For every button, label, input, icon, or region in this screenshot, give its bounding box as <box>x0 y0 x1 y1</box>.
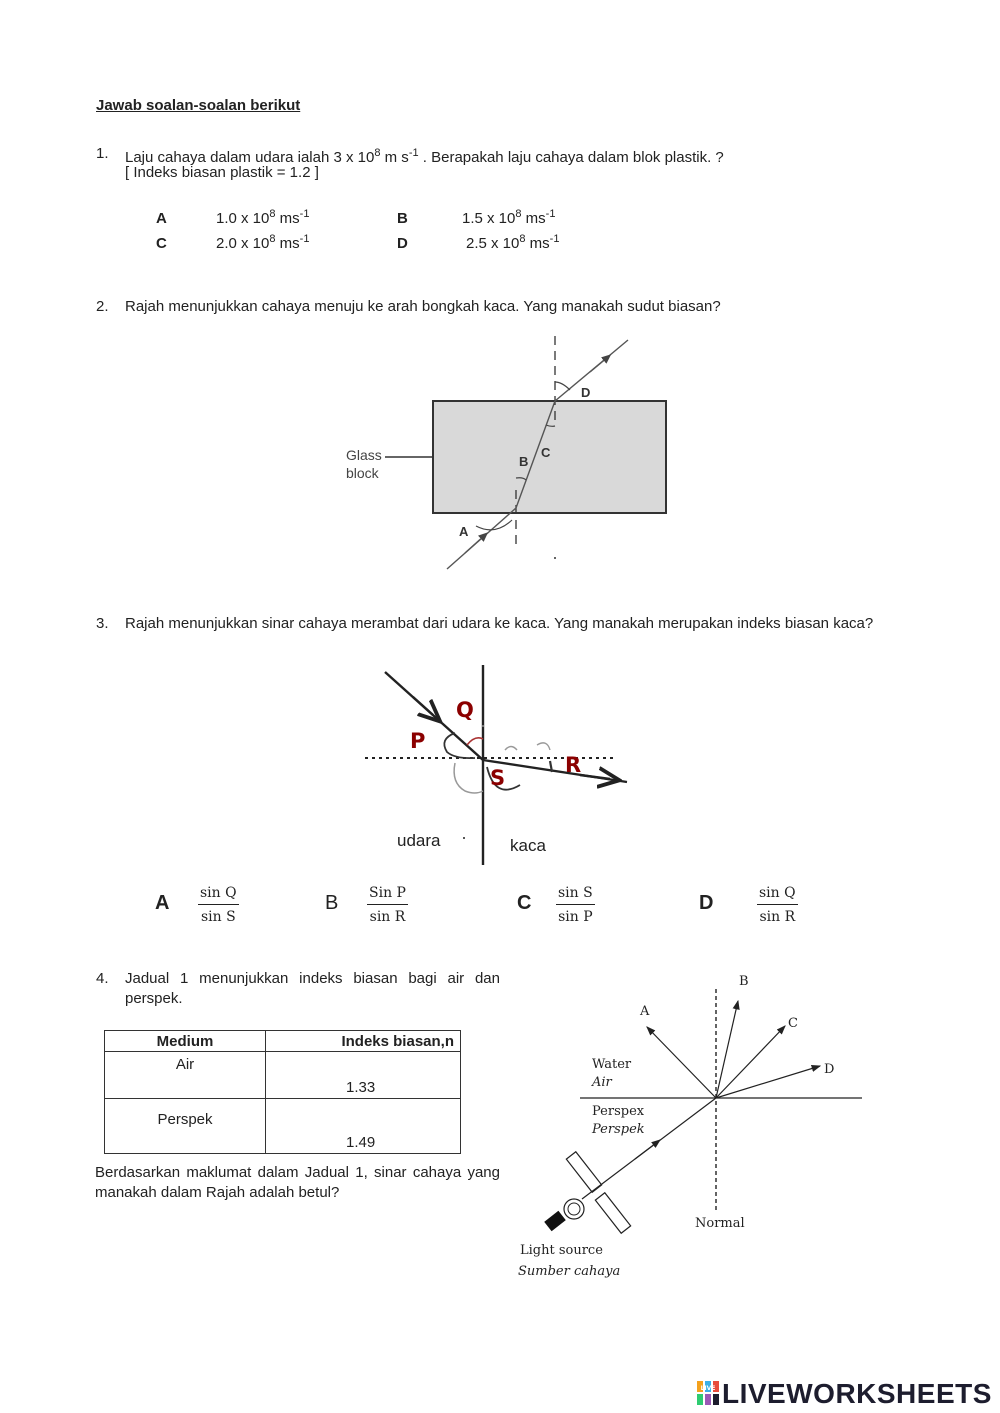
angle-label-b: B <box>519 454 529 469</box>
glass-label-line2: block <box>346 465 379 481</box>
q1-option-d-value: 2.5 x $10^8$ $ms^{-1}$ <box>466 233 560 252</box>
q4-question-line1: Berdasarkan maklumat dalam Jadual 1, sinar cahaya yang <box>95 1164 500 1181</box>
angle-label-c: C <box>541 445 551 460</box>
q3-option-a-fraction: $\frac{\text{sin Q}}{\text{sin S}}$ <box>200 885 237 925</box>
q1-option-b-value: 1.5 x $10^8$ $ms^{-1}$ <box>462 208 556 227</box>
table-row <box>105 1052 461 1099</box>
medium-label-perspek: Perspek <box>592 1122 645 1137</box>
q2-glass-block-diagram <box>340 330 680 580</box>
refractive-index-table <box>104 1030 461 1154</box>
angle-label-s: S <box>490 766 506 790</box>
q1-option-d-letter[interactable]: D <box>397 235 408 252</box>
liveworksheets-logo-text[interactable]: LIVEWORKSHEETS <box>722 1378 992 1409</box>
glass-label-line1: Glass <box>346 447 382 463</box>
q1-subtext: [ Indeks biasan plastik = 1.2 ] <box>125 164 319 181</box>
q3-text: Rajah menunjukkan sinar cahaya merambat dari udara ke kaca. Yang manakah merupakan indeks biasan kaca? <box>125 615 874 632</box>
q1-option-c-value: 2.0 x $10^8$ $ms^{-1}$ <box>216 233 310 252</box>
medium-label-water: Water <box>592 1057 632 1072</box>
ray-label-d: D <box>824 1062 835 1077</box>
slit-lower <box>595 1193 630 1233</box>
medium-label-perspex: Perspex <box>592 1104 645 1119</box>
ray-label-b: B <box>739 974 749 989</box>
q3-option-a-letter[interactable]: A <box>155 892 170 914</box>
q2-text: Rajah menunjukkan cahaya menuju ke arah bongkah kaca. Yang manakah sudut biasan? <box>125 298 721 315</box>
table-cell-index: 1.33 <box>266 1052 461 1099</box>
angle-label-r: R <box>565 753 582 777</box>
q1-option-a-letter[interactable]: A <box>156 210 167 227</box>
angle-label-a: A <box>459 524 469 539</box>
normal-label: Normal <box>695 1216 745 1231</box>
svg-text:LIVE: LIVE <box>700 1385 716 1392</box>
ray-b <box>716 1001 738 1098</box>
medium-label-air: Air <box>592 1075 612 1090</box>
medium-label-kaca: kaca <box>510 836 546 855</box>
angle-label-q: Q <box>456 698 474 722</box>
q3-option-b-letter[interactable]: B <box>325 892 339 914</box>
liveworksheets-logo-icon <box>697 1381 719 1405</box>
light-source-label: Light source <box>520 1243 603 1258</box>
angle-arc-p <box>444 733 475 758</box>
angle-arc-d <box>555 382 570 390</box>
ray-a <box>647 1027 716 1098</box>
table-header-medium: Medium <box>105 1031 266 1052</box>
table-row <box>105 1099 461 1154</box>
q4-number: 4. <box>96 970 109 987</box>
q4-question-line2: manakah dalam Rajah adalah betul? <box>95 1184 340 1201</box>
medium-label-udara: udara <box>397 831 441 850</box>
q4-ray-diagram <box>510 965 870 1285</box>
q3-option-d-letter[interactable]: D <box>699 892 714 914</box>
light-source-label-malay: Sumber cahaya <box>518 1264 621 1279</box>
q3-option-c-fraction: $\frac{\text{sin S}}{\text{sin P}}$ <box>558 885 593 925</box>
angle-arc-q <box>467 738 483 745</box>
q2-number: 2. <box>96 298 109 315</box>
table-header-index: Indeks biasan,n <box>266 1031 461 1052</box>
q3-option-b-fraction: Sin P sin R <box>369 885 406 925</box>
q4-text-line2: perspek. <box>125 990 183 1007</box>
worksheet-heading: Jawab soalan-soalan berikut <box>96 97 301 114</box>
q1-text: Laju cahaya dalam udara ialah 3 x $10^8$ m $s^{-1}$ . Berapakah laju cahaya dalam blok plastik. ? <box>125 147 724 166</box>
q1-option-c-letter[interactable]: C <box>156 235 167 252</box>
q3-option-d-fraction: $\frac{\text{sin Q}}{\text{sin R}}$ <box>759 885 796 925</box>
q3-option-c-letter[interactable]: C <box>517 892 532 914</box>
q4-text-line1: Jadual 1 menunjukkan indeks biasan bagi air dan <box>125 970 500 987</box>
q1-option-a-value: 1.0 x $10^8$ $ms^{-1}$ <box>216 208 310 227</box>
angle-arc-grey <box>454 763 483 793</box>
angle-label-p: P <box>410 729 426 753</box>
q3-refraction-diagram <box>355 655 645 870</box>
slit-upper <box>566 1152 601 1192</box>
table-cell-medium: Perspek <box>105 1099 266 1154</box>
table-cell-medium: Air <box>105 1052 266 1099</box>
ray-label-a: A <box>640 1004 650 1019</box>
q3-number: 3. <box>96 615 109 632</box>
q1-number: 1. <box>96 145 109 162</box>
angle-label-d: D <box>581 385 591 400</box>
light-source-icon <box>544 1199 584 1231</box>
table-cell-index: 1.49 <box>266 1099 461 1154</box>
ray-label-c: C <box>788 1016 798 1031</box>
q1-option-b-letter[interactable]: B <box>397 210 408 227</box>
